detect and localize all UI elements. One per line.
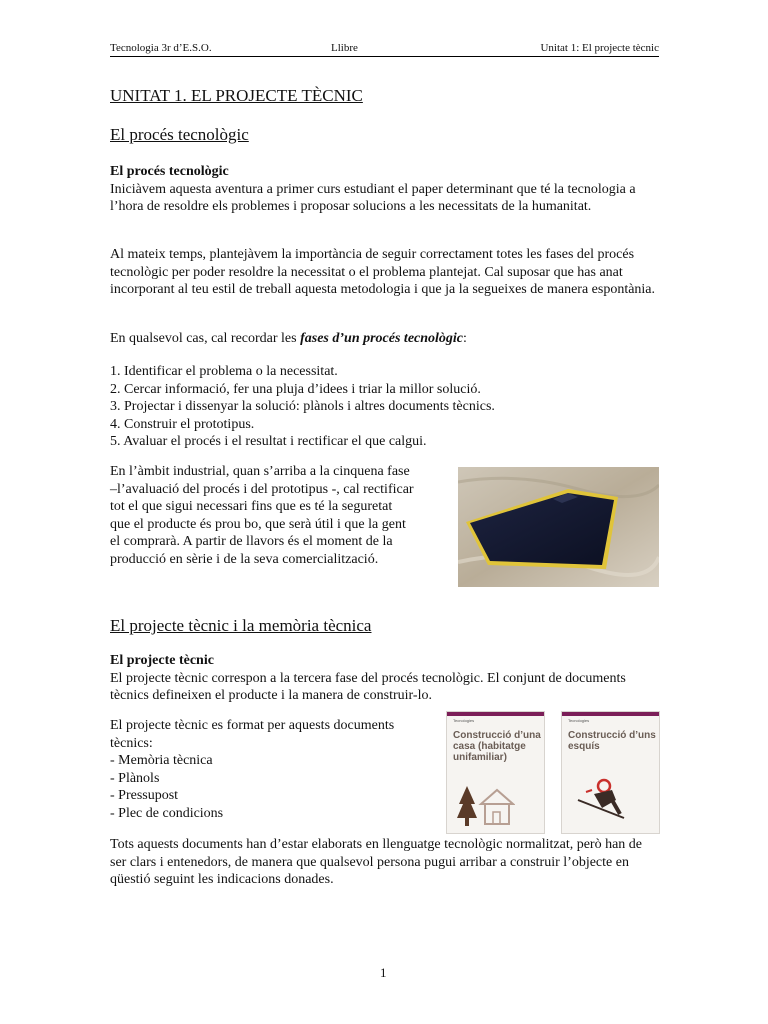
section1-para1: Iniciàvem aquesta aventura a primer curs estudiant el paper determinant que té la tecnologia a l’hora de resoldre els problemes i proposar solucions a les necessitats de la humanitat.	[110, 181, 636, 214]
cover-title: Construcció d’uns esquís	[568, 730, 656, 752]
section1-para2: Al mateix temps, plantejàvem la importància de seguir correctament totes les fases del procés tecnològic per poder resoldre la necessitat o el problema plantejat. Cal suposar que has anat incorporant al teu estil de treball aquesta metodologia i que ja la segueixes de manera espontània.	[110, 247, 656, 297]
para4-line: tot el que sigui necessari fins que es té la seguretat	[110, 499, 393, 514]
para3-suffix: :	[463, 331, 467, 346]
section2-para3: Tots aquests documents han d’estar elaborats en llenguatge tecnològic normalitzat, però han de ser clars i entenedors, de manera que qualsevol persona pugui arribar a construir l’objecte en qüestió seguint les indicacions donades.	[110, 837, 643, 887]
document-item: - Memòria tècnica	[110, 753, 213, 768]
header-middle: Llibre	[331, 42, 358, 54]
unit-title: UNITAT 1. EL PROJECTE TÈCNIC	[110, 86, 363, 105]
section2-para2	[110, 717, 440, 822]
para2-line: El projecte tècnic es format per aquests documents	[110, 718, 395, 733]
book-cover-skis	[562, 712, 659, 833]
phases-list	[110, 363, 660, 451]
phase-item: 5. Avaluar el procés i el resultat i rectificar el que calgui.	[110, 434, 427, 449]
para4-line: producció en sèrie i de la seva comercialització.	[110, 551, 379, 567]
section2-intro	[110, 652, 660, 705]
section1-subheading: El procés tecnològic	[110, 164, 229, 179]
cover-publisher: Tecnologies	[453, 718, 475, 723]
document-item: - Plec de condicions	[110, 805, 224, 821]
para4-line: el comprarà. A partir de llavors és el moment de la	[110, 534, 393, 549]
para4-line: que el producte és prou bo, que serà útil i que la gent	[110, 516, 406, 532]
solar-panel-photo	[458, 467, 659, 587]
section1-para4	[110, 463, 455, 568]
phase-item: 3. Projectar i dissenyar la solució: plànols i altres documents tècnics.	[110, 399, 495, 414]
book-cover-house	[447, 712, 544, 833]
cover-publisher: Tecnologies	[568, 718, 590, 723]
section2-para1: El projecte tècnic correspon a la tercera fase del procés tecnològic. El conjunt de documents tècnics defineixen el producte i la manera de construir-lo.	[110, 670, 626, 703]
header-right: Unitat 1: El projecte tècnic	[540, 42, 659, 54]
para3-prefix: En qualsevol cas, cal recordar les	[110, 331, 301, 346]
section2-subheading: El projecte tècnic	[110, 653, 214, 668]
document-item: - Pressupost	[110, 788, 179, 803]
house-tree-icon	[455, 784, 515, 828]
para4-line: En l’àmbit industrial, quan s’arriba a la cinquena fase	[110, 464, 410, 479]
page-number: 1	[380, 965, 387, 980]
page-header	[110, 42, 659, 57]
section2-heading: El projecte tècnic i la memòria tècnica	[110, 616, 372, 635]
para3-emphasis: fases d’un procés tecnològic	[300, 331, 464, 346]
skier-icon	[572, 778, 632, 822]
section1-para3	[110, 330, 660, 348]
document-item: - Plànols	[110, 770, 160, 786]
para2-line: tècnics:	[110, 735, 153, 751]
phase-item: 4. Construir el prototipus.	[110, 416, 255, 432]
cover-title: Construcció d’una casa (habitatge unifamiliar)	[453, 730, 541, 763]
header-left: Tecnologia 3r d’E.S.O.	[110, 42, 212, 54]
phase-item: 1. Identificar el problema o la necessitat.	[110, 364, 338, 379]
section1-intro	[110, 163, 660, 216]
para4-line: –l’avaluació del procés i del prototipus -, cal rectificar	[110, 481, 414, 497]
section1-heading: El procés tecnològic	[110, 125, 249, 144]
phase-item: 2. Cercar informació, fer una pluja d’idees i triar la millor solució.	[110, 381, 481, 397]
